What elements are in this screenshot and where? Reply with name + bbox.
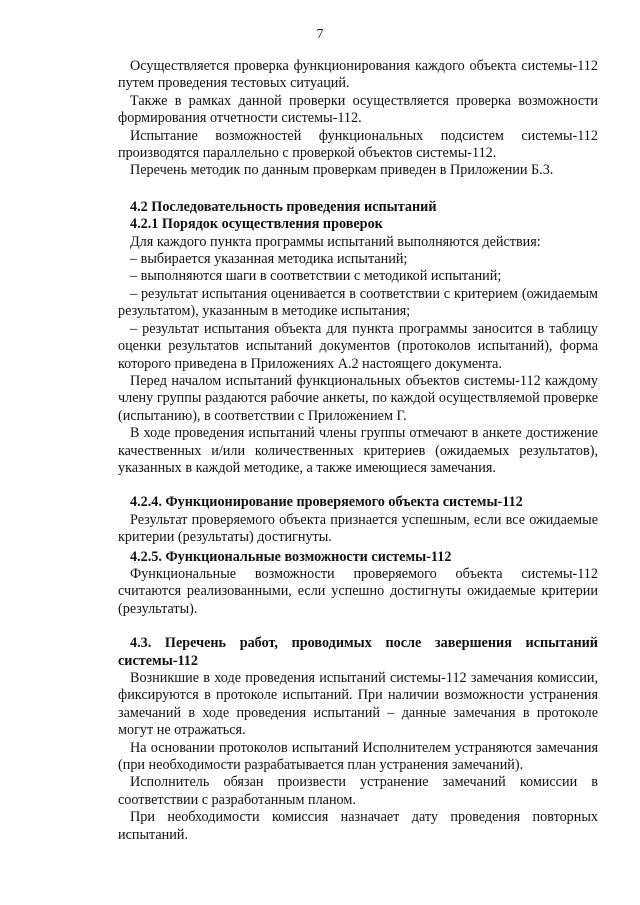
subsection-heading-4-2-4: 4.2.4. Функционирование проверяемого объекта системы-112 [130, 494, 523, 511]
paragraph: Исполнитель обязан произвести устранение замечаний комиссии в соответствии с разработанным планом. [118, 774, 598, 808]
page-number: 7 [316, 27, 324, 42]
list-item: – выбирается указанная методика испытаний; [130, 251, 408, 268]
list-item: – выполняются шаги в соответствии с методикой испытаний; [130, 268, 502, 285]
paragraph: Функциональные возможности проверяемого объекта системы-112 считаются реализованными, если успешно достигнуты ожидаемые критерии (результаты). [118, 565, 598, 617]
paragraph: Также в рамках данной проверки осуществляется проверка возможности формирования отчетности системы-112. [118, 92, 598, 127]
paragraph: Для каждого пункта программы испытаний выполняются действия: [130, 233, 541, 250]
page-content [118, 58, 598, 844]
section-heading-4-3: 4.3. Перечень работ, проводимых после завершения испытаний системы-112 [118, 635, 598, 669]
subsection-heading-4-2-1: 4.2.1 Порядок осуществления проверок [130, 216, 383, 233]
paragraph: Перед началом испытаний функциональных объектов системы-112 каждому члену группы раздаются рабочие анкеты, по каждой осуществляемой проверке (испытанию), в соответствии с Приложением Г. [118, 372, 598, 424]
list-item: – результат испытания объекта для пункта программы заносится в таблицу оценки результатов испытаний документов (протоколов испытаний), форма которого приведена в Приложениях А.2 настоящего документа. [118, 320, 598, 372]
paragraph: Перечень методик по данным проверкам приведен в Приложении Б.3. [130, 162, 554, 179]
paragraph: При необходимости комиссия назначает дату проведения повторных испытаний. [118, 809, 598, 843]
subsection-heading-4-2-5: 4.2.5. Функциональные возможности системы-112 [130, 548, 452, 565]
paragraph: Возникшие в ходе проведения испытаний системы-112 замечания комиссии, фиксируются в протоколе испытаний. При наличии возможности устранения замечаний в ходе проведения испытаний – данные замечания в протоколе могут не отражаться. [118, 670, 598, 739]
paragraph: Испытание возможностей функциональных подсистем системы-112 производятся параллельно с проверкой объектов системы-112. [118, 127, 598, 162]
paragraph: В ходе проведения испытаний члены группы отмечают в анкете достижение качественных и/или количественных критериев (ожидаемых результатов), указанных в каждой методике, а также имеющиеся замечания. [118, 425, 598, 476]
paragraph: На основании протоколов испытаний Исполнителем устраняются замечания (при необходимости разрабатывается план устранения замечаний). [118, 739, 598, 774]
section-heading-4-2: 4.2 Последовательность проведения испытаний [130, 198, 437, 215]
paragraph: Осуществляется проверка функционирования каждого объекта системы-112 путем проведения тестовых ситуаций. [118, 58, 598, 92]
paragraph: Результат проверяемого объекта признается успешным, если все ожидаемые критерии (результаты) достигнуты. [118, 511, 598, 546]
list-item: – результат испытания оценивается в соответствии с критерием (ожидаемым результатом), указанным в методике испытания; [118, 285, 598, 320]
